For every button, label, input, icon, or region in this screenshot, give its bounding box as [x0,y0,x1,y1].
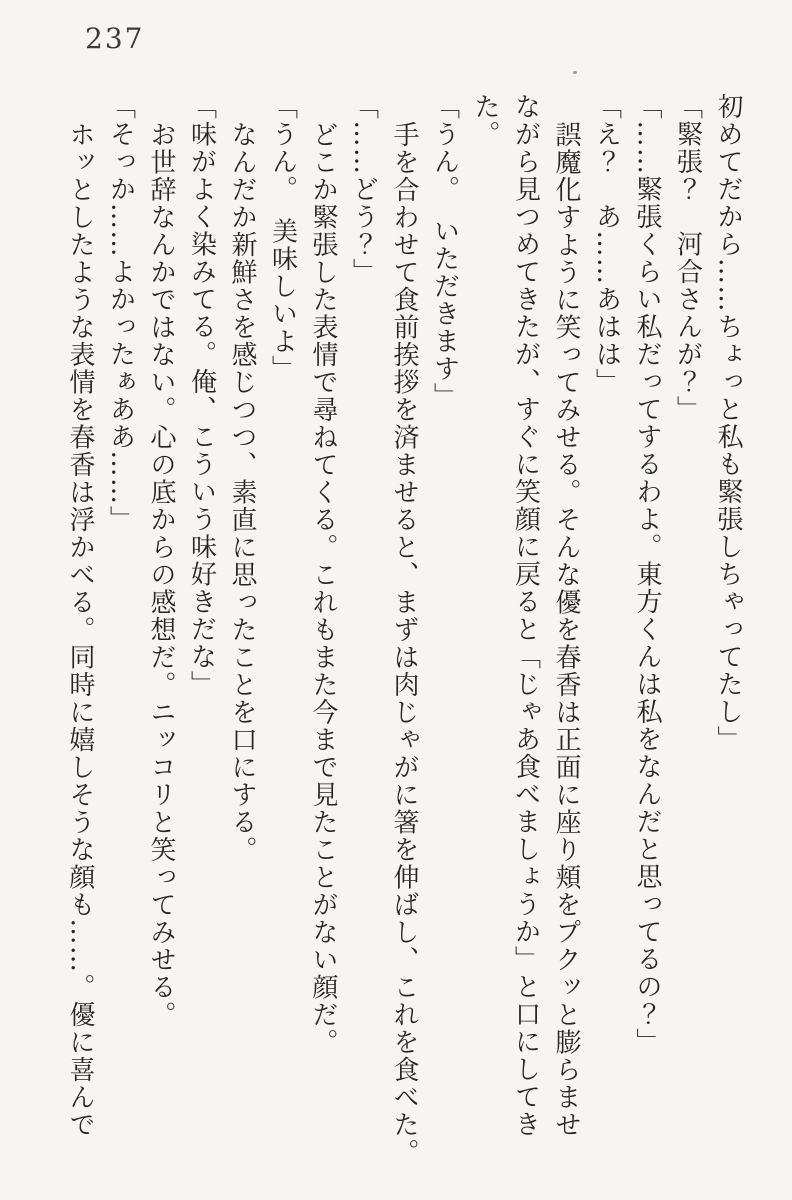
text-line-8: 「うん。 いただきます」 [429,93,460,410]
scan-speck-artifact [573,71,577,74]
vertical-text-block [48,93,748,1183]
text-line-6: ながら見つめてきたが、すぐに笑顔に戻ると「じゃあ食べましょうか」と口にしてき [510,93,541,1138]
text-line-7: た。 [470,93,500,148]
text-line-4: 「え？ あ……あはは」 [591,93,622,396]
text-line-15: お世辞なんかではない。心の底からの感想だ。ニッコリと笑ってみせる。 [146,121,176,1029]
text-line-16: 「そっか……よかったぁああ……」 [105,93,136,533]
text-line-12: 「うん。 美味しいよ」 [267,93,298,383]
text-line-10: 「……どう？」 [348,93,379,286]
text-line-11: どこか緊張した表情で尋ねてくる。これもまた今まで見たことがない顔だ。 [308,121,338,1056]
text-line-17: ホッとしたような表情を春香は浮かべる。同時に嬉しそうな顔も……。優に喜んで [65,121,95,1139]
page-number: 237 [85,22,145,55]
text-line-1: 初めてだから……ちょっと私も緊張しちゃってたし」 [713,93,743,753]
text-line-14: 「味がよく染みてる。俺、こういう味好きだな」 [186,93,217,698]
text-line-9: 手を合わせて食前挨拶を済ませると、まずは肉じゃがに箸を伸ばし、これを食べた。 [389,121,419,1166]
text-line-13: なんだか新鮮さを感じつつ、素直に思ったことを口にする。 [227,121,257,864]
text-line-3: 「……緊張くらい私だってするわよ。東方くんは私をなんだと思ってるの？」 [632,93,662,1056]
text-line-2: 「緊張？ 河合さんが？」 [672,93,703,423]
text-line-5: 誤魔化すように笑ってみせる。そんな優を春香は正面に座り頬をプクッと膨らませ [551,121,581,1139]
